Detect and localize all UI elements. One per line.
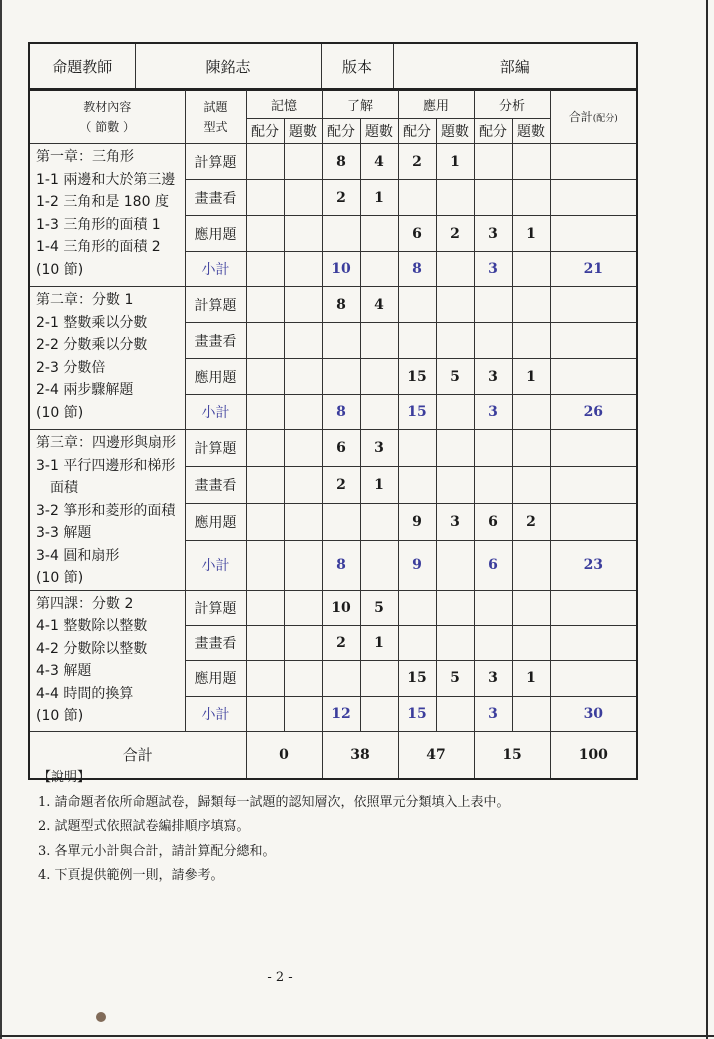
category-apply: 應用 xyxy=(398,89,474,119)
note-item-1: 1. 請命題者依所命題試卷，歸類每一試題的認知層次，依照單元分類填入上表中。 xyxy=(38,794,510,810)
value-cell xyxy=(284,696,322,731)
value-cell xyxy=(436,625,474,660)
value-cell: 9 xyxy=(398,541,436,590)
value-cell xyxy=(512,323,550,359)
value-cell: 6 xyxy=(474,504,512,541)
count-subheader: 題數 xyxy=(284,119,322,144)
qtype-header xyxy=(185,89,246,144)
value-cell: 1 xyxy=(512,359,550,395)
value-cell xyxy=(398,590,436,625)
value-cell: 3 xyxy=(436,504,474,541)
question-type: 應用題 xyxy=(185,504,246,541)
value-cell xyxy=(284,180,322,216)
count-subheader: 題數 xyxy=(512,119,550,144)
value-cell xyxy=(512,287,550,323)
spec-table xyxy=(28,88,638,780)
question-type: 畫畫看 xyxy=(185,625,246,660)
value-cell: 1 xyxy=(360,180,398,216)
value-cell: 8 xyxy=(322,395,360,430)
value-cell xyxy=(436,696,474,731)
chapter-line: 3-1 平行四邊形和梯形 xyxy=(36,457,176,474)
value-cell xyxy=(360,660,398,696)
value-cell: 6 xyxy=(322,430,360,467)
value-cell xyxy=(322,216,360,252)
value-cell xyxy=(246,395,284,430)
value-cell xyxy=(284,216,322,252)
qtype-header-line2: 型式 xyxy=(203,119,228,134)
chapter-content xyxy=(29,144,185,287)
ink-stain xyxy=(96,1012,106,1022)
subtotal-label: 小計 xyxy=(185,395,246,430)
value-cell: 4 xyxy=(360,144,398,180)
chapter-line: 第四課：分數 2 xyxy=(36,595,134,612)
question-type: 畫畫看 xyxy=(185,467,246,504)
value-cell: 1 xyxy=(512,216,550,252)
chapter-line: (10 節) xyxy=(36,404,84,421)
grand-total-value: 100 xyxy=(550,731,637,779)
total-cell xyxy=(550,590,637,625)
value-cell xyxy=(246,430,284,467)
value-cell: 1 xyxy=(512,660,550,696)
content-header xyxy=(29,89,185,144)
edition-label: 版本 xyxy=(321,43,393,90)
value-cell xyxy=(246,467,284,504)
value-cell xyxy=(436,395,474,430)
value-cell xyxy=(512,252,550,287)
value-cell xyxy=(436,252,474,287)
value-cell xyxy=(512,180,550,216)
total-cell xyxy=(550,180,637,216)
question-type: 計算題 xyxy=(185,144,246,180)
table-row xyxy=(29,144,637,180)
value-cell xyxy=(512,625,550,660)
value-cell xyxy=(436,541,474,590)
value-cell xyxy=(436,287,474,323)
chapter-line: 3-4 圓和扇形 xyxy=(36,547,120,564)
chapter-line: 1-3 三角形的面積 1 xyxy=(36,216,161,233)
value-cell xyxy=(284,323,322,359)
value-cell: 1 xyxy=(436,144,474,180)
category-memory: 記憶 xyxy=(246,89,322,119)
question-type: 計算題 xyxy=(185,287,246,323)
teacher-name: 陳銘志 xyxy=(135,43,321,90)
value-cell: 6 xyxy=(474,541,512,590)
value-cell: 3 xyxy=(474,395,512,430)
value-cell: 2 xyxy=(322,180,360,216)
edition-value: 部編 xyxy=(393,43,637,90)
content-header-line2: （ 節數 ） xyxy=(79,119,136,134)
value-cell xyxy=(284,395,322,430)
value-cell xyxy=(284,287,322,323)
value-cell: 8 xyxy=(322,541,360,590)
value-cell: 2 xyxy=(436,216,474,252)
value-cell xyxy=(246,180,284,216)
value-cell xyxy=(284,541,322,590)
total-cell xyxy=(550,144,637,180)
value-cell xyxy=(512,696,550,731)
value-cell xyxy=(360,504,398,541)
value-cell: 15 xyxy=(398,696,436,731)
value-cell xyxy=(284,359,322,395)
total-cell xyxy=(550,323,637,359)
value-cell: 10 xyxy=(322,252,360,287)
value-cell: 5 xyxy=(436,660,474,696)
value-cell xyxy=(436,323,474,359)
content-header-line1: 教材內容 xyxy=(83,99,132,114)
grand-total-value: 47 xyxy=(398,731,474,779)
value-cell: 2 xyxy=(322,625,360,660)
value-cell xyxy=(474,287,512,323)
notes xyxy=(38,766,658,889)
value-cell: 6 xyxy=(398,216,436,252)
chapter-line: 1-1 兩邊和大於第三邊 xyxy=(36,171,176,188)
value-cell xyxy=(512,590,550,625)
value-cell: 5 xyxy=(436,359,474,395)
value-cell: 2 xyxy=(512,504,550,541)
chapter-line: 2-3 分數倍 xyxy=(36,359,106,376)
value-cell xyxy=(284,625,322,660)
score-subheader: 配分 xyxy=(322,119,360,144)
chapter-content xyxy=(29,590,185,731)
table-row xyxy=(29,287,637,323)
total-cell xyxy=(550,430,637,467)
chapter-line: 4-4 時間的換算 xyxy=(36,685,134,702)
value-cell xyxy=(284,504,322,541)
chapter-line: (10 節) xyxy=(36,708,84,724)
value-cell xyxy=(360,252,398,287)
value-cell xyxy=(360,395,398,430)
total-cell xyxy=(550,359,637,395)
value-cell xyxy=(512,144,550,180)
value-cell xyxy=(246,590,284,625)
value-cell xyxy=(436,467,474,504)
value-cell xyxy=(284,467,322,504)
value-cell xyxy=(512,467,550,504)
table-row xyxy=(29,590,637,625)
value-cell xyxy=(436,590,474,625)
page-number: - 2 - xyxy=(267,970,293,985)
value-cell xyxy=(398,180,436,216)
chapter-line: 第三章：四邊形與扇形 xyxy=(36,435,176,451)
value-cell: 8 xyxy=(322,287,360,323)
value-cell xyxy=(284,590,322,625)
total-cell: 26 xyxy=(550,395,637,430)
value-cell: 3 xyxy=(474,216,512,252)
value-cell xyxy=(436,430,474,467)
value-cell xyxy=(474,144,512,180)
value-cell: 2 xyxy=(398,144,436,180)
value-cell xyxy=(284,144,322,180)
value-cell xyxy=(246,625,284,660)
value-cell xyxy=(246,144,284,180)
value-cell xyxy=(512,541,550,590)
value-cell xyxy=(398,467,436,504)
value-cell xyxy=(360,541,398,590)
grand-total-label: 合計 xyxy=(29,731,246,779)
value-cell: 10 xyxy=(322,590,360,625)
chapter-line: 4-3 解題 xyxy=(36,663,92,679)
chapter-line: 1-4 三角形的面積 2 xyxy=(36,239,161,255)
scan-edge-right xyxy=(706,0,708,1039)
chapter-line: (10 節) xyxy=(36,570,84,586)
table-row xyxy=(29,430,637,467)
chapter-line: 2-4 兩步驟解題 xyxy=(36,382,134,398)
total-cell xyxy=(550,216,637,252)
value-cell xyxy=(246,287,284,323)
chapter-line: 面積 xyxy=(36,480,78,496)
scan-edge-left xyxy=(0,0,2,1039)
value-cell xyxy=(436,180,474,216)
category-analyze: 分析 xyxy=(474,89,550,119)
chapter-line: (10 節) xyxy=(36,261,84,278)
question-type: 計算題 xyxy=(185,590,246,625)
value-cell: 15 xyxy=(398,359,436,395)
value-cell xyxy=(246,660,284,696)
value-cell: 15 xyxy=(398,660,436,696)
total-header xyxy=(550,89,637,144)
value-cell xyxy=(284,252,322,287)
total-cell: 23 xyxy=(550,541,637,590)
value-cell xyxy=(360,359,398,395)
chapter-line: 4-2 分數除以整數 xyxy=(36,640,148,657)
grand-total-value: 0 xyxy=(246,731,322,779)
total-header-sub: (配分) xyxy=(592,114,618,124)
value-cell xyxy=(474,323,512,359)
chapter-content xyxy=(29,430,185,591)
value-cell: 1 xyxy=(360,467,398,504)
value-cell xyxy=(512,430,550,467)
score-subheader: 配分 xyxy=(398,119,436,144)
chapter-content xyxy=(29,287,185,430)
value-cell: 3 xyxy=(360,430,398,467)
question-type: 畫畫看 xyxy=(185,180,246,216)
value-cell xyxy=(360,323,398,359)
count-subheader: 題數 xyxy=(436,119,474,144)
total-cell xyxy=(550,625,637,660)
chapter-line: 第二章：分數 1 xyxy=(36,292,134,308)
subtotal-label: 小計 xyxy=(185,252,246,287)
total-cell xyxy=(550,504,637,541)
value-cell xyxy=(398,287,436,323)
value-cell: 3 xyxy=(474,252,512,287)
count-subheader: 題數 xyxy=(360,119,398,144)
value-cell xyxy=(398,625,436,660)
value-cell: 3 xyxy=(474,359,512,395)
teacher-label: 命題教師 xyxy=(29,43,135,90)
value-cell xyxy=(284,660,322,696)
value-cell xyxy=(474,467,512,504)
value-cell xyxy=(322,323,360,359)
question-type: 畫畫看 xyxy=(185,323,246,359)
total-cell: 21 xyxy=(550,252,637,287)
chapter-line: 2-1 整數乘以分數 xyxy=(36,314,148,331)
question-type: 應用題 xyxy=(185,660,246,696)
value-cell: 4 xyxy=(360,287,398,323)
value-cell xyxy=(360,696,398,731)
value-cell xyxy=(474,625,512,660)
value-cell xyxy=(398,323,436,359)
value-cell xyxy=(474,590,512,625)
chapter-line: 2-2 分數乘以分數 xyxy=(36,337,148,353)
note-item-3: 3. 各單元小計與合計，請計算配分總和。 xyxy=(38,843,276,859)
value-cell xyxy=(246,696,284,731)
total-header-label: 合計 xyxy=(568,110,593,124)
header-table xyxy=(28,42,638,91)
value-cell xyxy=(246,541,284,590)
value-cell: 3 xyxy=(474,696,512,731)
total-cell xyxy=(550,287,637,323)
subtotal-label: 小計 xyxy=(185,541,246,590)
scan-edge-bottom xyxy=(0,1035,714,1037)
total-cell xyxy=(550,660,637,696)
category-understand: 了解 xyxy=(322,89,398,119)
value-cell xyxy=(322,359,360,395)
value-cell xyxy=(474,180,512,216)
value-cell xyxy=(322,660,360,696)
value-cell xyxy=(246,216,284,252)
subtotal-label: 小計 xyxy=(185,696,246,731)
value-cell xyxy=(474,430,512,467)
chapter-line: 4-1 整數除以整數 xyxy=(36,618,148,634)
chapter-line: 3-2 箏形和菱形的面積 xyxy=(36,502,176,519)
value-cell: 5 xyxy=(360,590,398,625)
question-type: 計算題 xyxy=(185,430,246,467)
chapter-line: 第一章：三角形 xyxy=(36,149,134,165)
value-cell xyxy=(322,504,360,541)
value-cell xyxy=(246,252,284,287)
qtype-header-line1: 試題 xyxy=(203,99,228,114)
total-cell xyxy=(550,467,637,504)
grand-total-value: 15 xyxy=(474,731,550,779)
value-cell xyxy=(360,216,398,252)
score-subheader: 配分 xyxy=(246,119,284,144)
question-type: 應用題 xyxy=(185,216,246,252)
grand-total-value: 38 xyxy=(322,731,398,779)
question-type: 應用題 xyxy=(185,359,246,395)
value-cell: 9 xyxy=(398,504,436,541)
notes-title: 【說明】 xyxy=(38,770,91,785)
value-cell xyxy=(398,430,436,467)
value-cell: 3 xyxy=(474,660,512,696)
value-cell xyxy=(246,359,284,395)
value-cell xyxy=(246,323,284,359)
value-cell: 8 xyxy=(398,252,436,287)
note-item-4: 4. 下頁提供範例一則，請參考。 xyxy=(38,868,224,883)
value-cell xyxy=(512,395,550,430)
value-cell: 8 xyxy=(322,144,360,180)
chapter-line: 3-3 解題 xyxy=(36,525,92,541)
value-cell: 1 xyxy=(360,625,398,660)
value-cell: 2 xyxy=(322,467,360,504)
value-cell: 12 xyxy=(322,696,360,731)
chapter-line: 1-2 三角和是 180 度 xyxy=(36,194,169,210)
value-cell xyxy=(284,430,322,467)
value-cell: 15 xyxy=(398,395,436,430)
total-cell: 30 xyxy=(550,696,637,731)
note-item-2: 2. 試題型式依照試卷編排順序填寫。 xyxy=(38,819,250,834)
value-cell xyxy=(246,504,284,541)
score-subheader: 配分 xyxy=(474,119,512,144)
